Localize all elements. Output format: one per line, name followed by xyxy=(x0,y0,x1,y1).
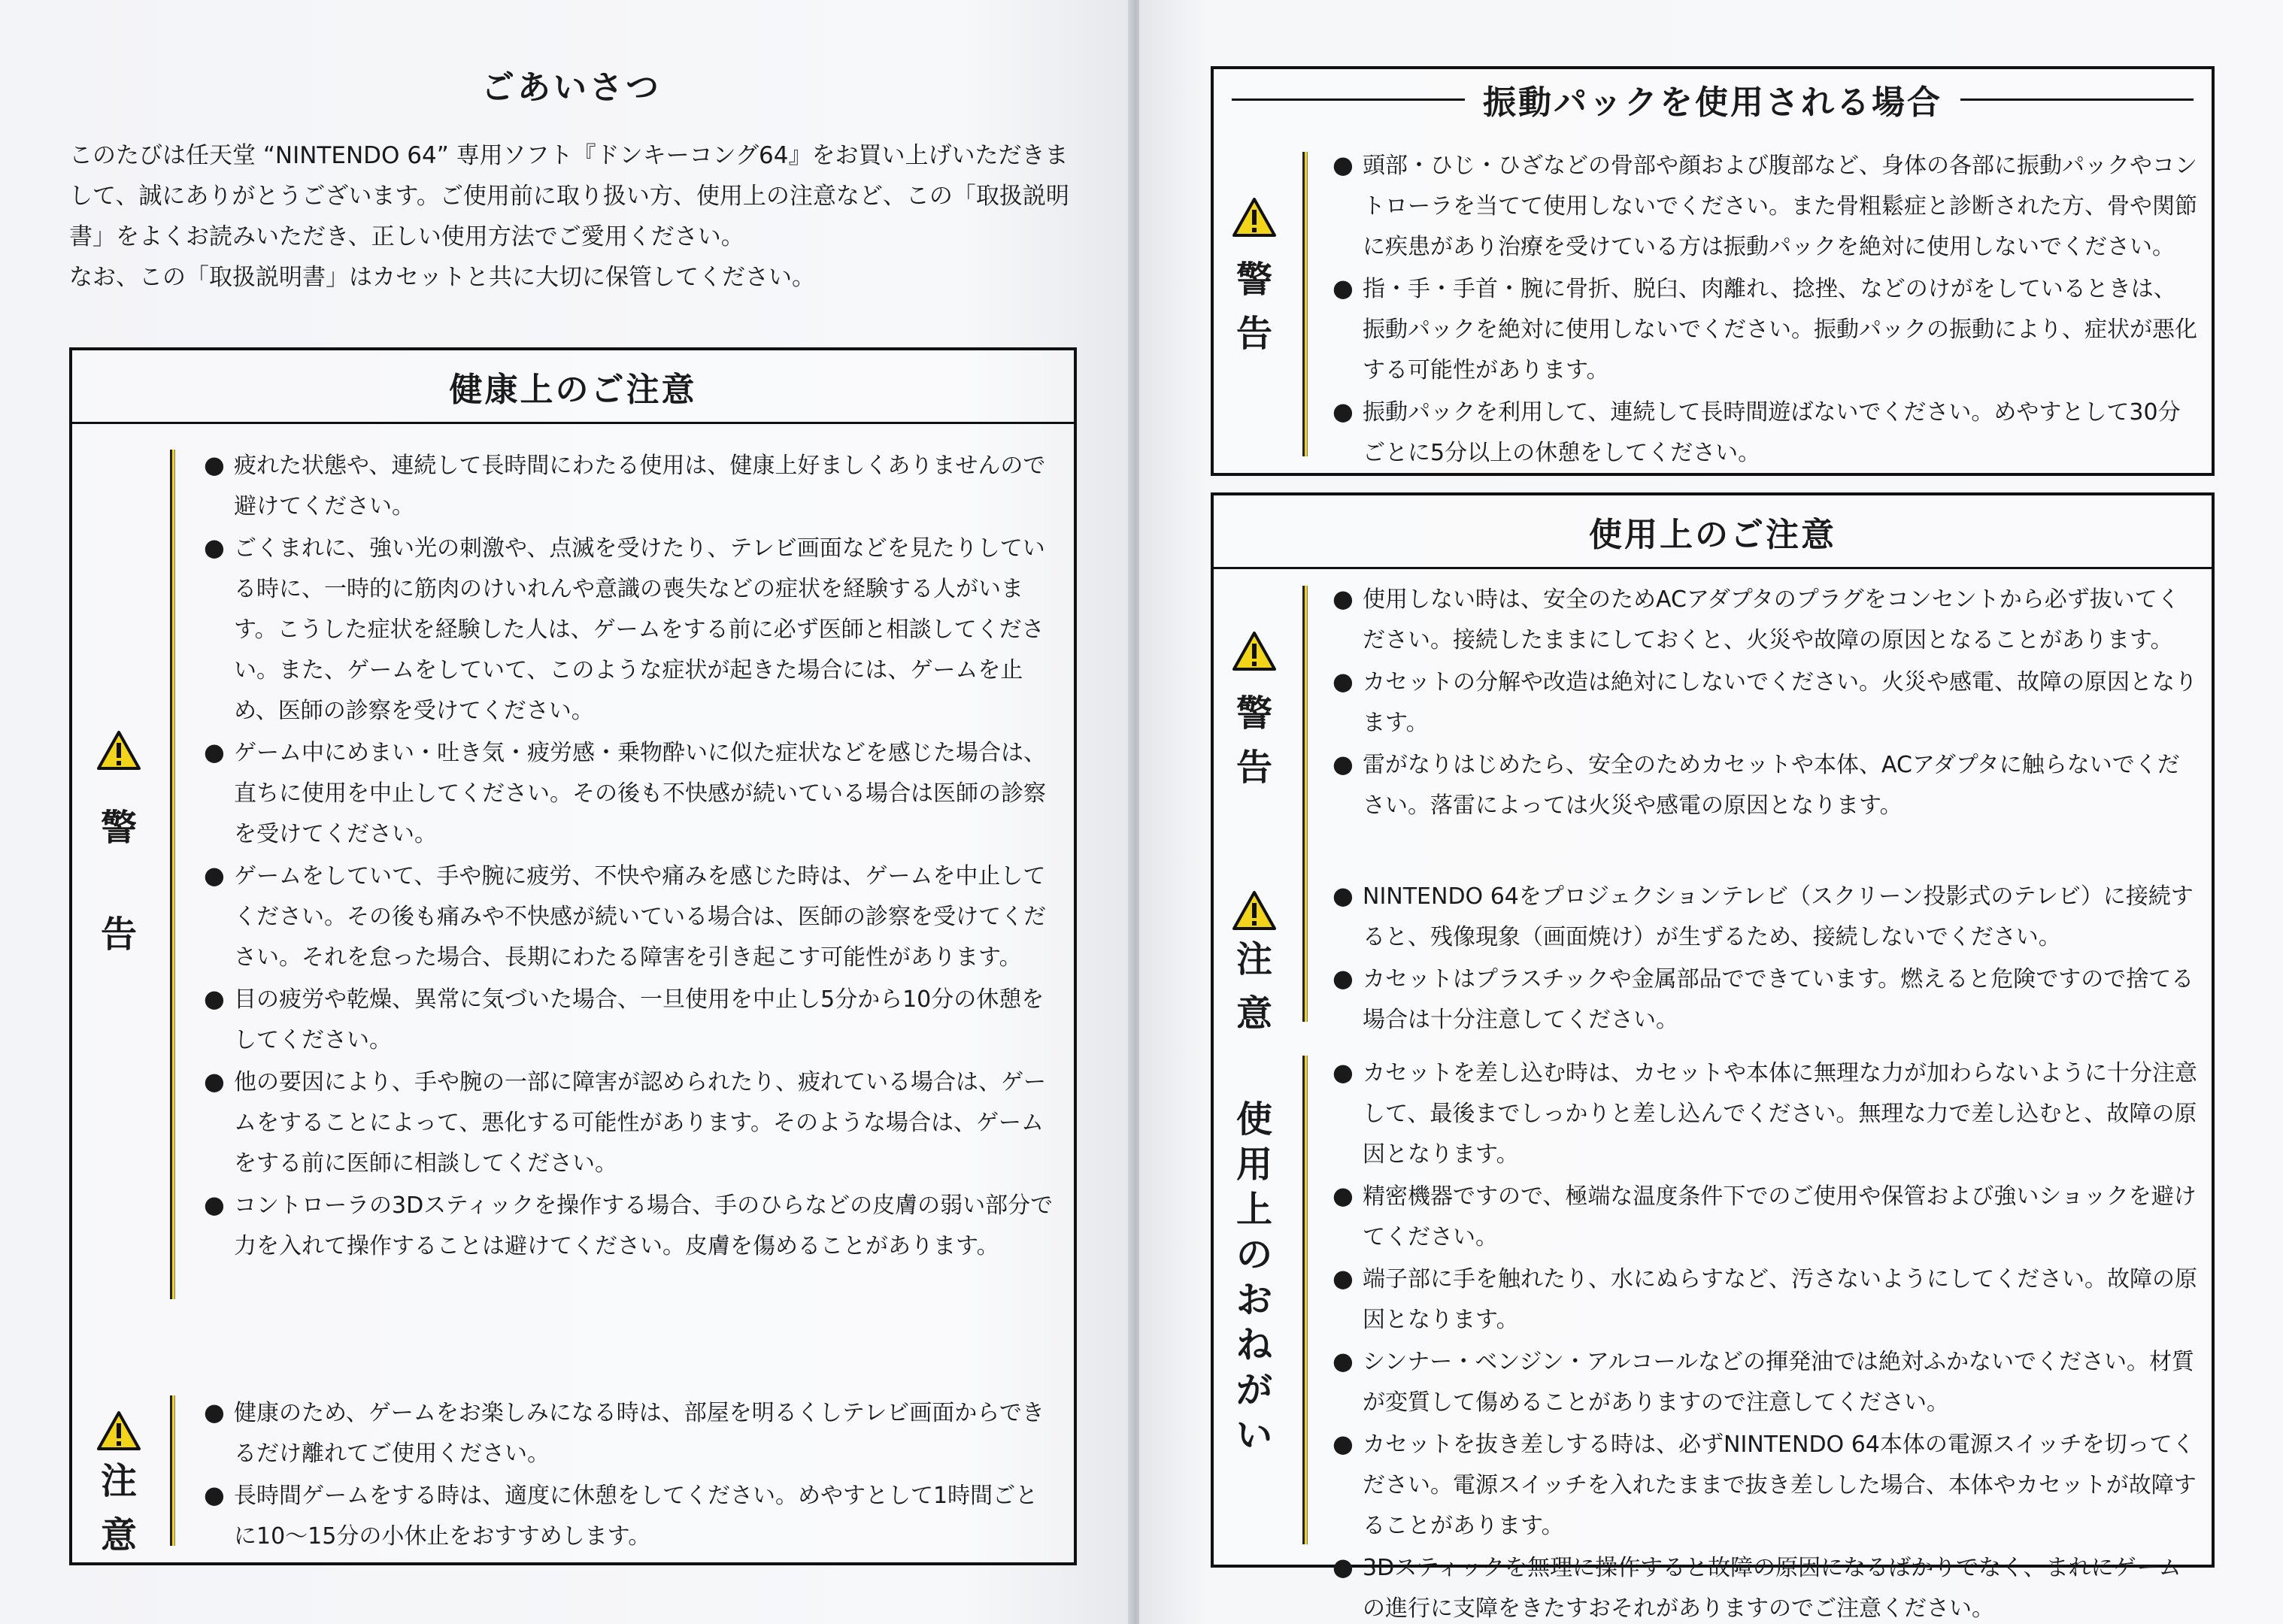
rumble-pak-title-row xyxy=(1214,69,2212,129)
side-char: 使 xyxy=(1235,1098,1272,1141)
list-item: ● 使用しない時は、安全のためACアダプタのプラグをコンセントから必ず抜いてください。接続したままにしておくと、火災や故障の原因となることがあります。 xyxy=(1333,584,2180,653)
usage-request-label xyxy=(1224,1097,1284,1458)
greeting-paragraph: なお、この「取扱説明書」はカセットと共に大切に保管してください。 xyxy=(69,264,815,291)
list-item: ● 他の要因により、手や腕の一部に障害が認められたり、疲れている場合は、ゲームをすることによって、悪化する可能性があります。そのような場合は、ゲームをする前に医師に相談してください。 xyxy=(204,1067,1046,1177)
side-char: 警 xyxy=(1235,259,1272,301)
usage-notice-box xyxy=(1211,492,2215,1622)
list-item: ● 端子部に手を触れたり、水にぬらすなど、汚さないようにしてください。故障の原因となります。 xyxy=(1333,1264,2197,1333)
greeting-paragraph: このたびは任天堂 “NINTENDO 64” 専用ソフト『ドンキーコング64』をお買い上げいただきまして、誠にありがとうございます。ご使用前に取り扱い方、使用上の注意など、この「取扱説明書」をよくお読みいただき、正しい使用方法でご愛用ください。 xyxy=(69,142,1069,250)
list-item: ● NINTENDO 64をプロジェクションテレビ（スクリーン投影式のテレビ）に接続すると、残像現象（画面焼け）が生ずるため、接続しないでください。 xyxy=(1333,881,2194,950)
list-item: ● 頭部・ひじ・ひざなどの骨部や顔および腹部など、身体の各部に振動パックやコントローラを当てて使用しないでください。また骨粗鬆症と診断された方、骨や関節に疾患があり治療を受けている方は振動パックを絶対に使用しないでください。 xyxy=(1333,150,2197,260)
side-char: 警 xyxy=(1235,692,1272,735)
side-char: 告 xyxy=(1235,747,1272,789)
list-item: ● シンナー・ベンジン・アルコールなどの揮発油では絶対ふかないでください。材質が変質して傷めることがありますので注意してください。 xyxy=(1333,1347,2194,1416)
health-caution-list xyxy=(204,1392,1054,1557)
warning-triangle-icon xyxy=(96,1410,141,1451)
health-notice-box xyxy=(69,347,1077,1565)
side-char: の xyxy=(1235,1234,1272,1276)
side-char: ね xyxy=(1235,1324,1272,1366)
title-rule xyxy=(1960,98,2194,101)
usage-request-accent-bar xyxy=(1302,1056,1308,1544)
usage-caution-list xyxy=(1333,875,2197,1041)
list-item: ● カセットの分解や改造は絶対にしないでください。火災や感電、故障の原因となります。 xyxy=(1333,667,2197,736)
side-char: 注 xyxy=(100,1460,137,1502)
greeting-title: ごあいさつ xyxy=(481,68,662,107)
greeting-body xyxy=(69,135,1081,298)
rumble-warning-list xyxy=(1333,144,2197,474)
list-item: ● カセットを差し込む時は、カセットや本体に無理な力が加わらないように十分注意して、最後までしっかりと差し込んでください。無理な力で差し込むと、故障の原因となります。 xyxy=(1333,1058,2197,1168)
list-item: ● ゲーム中にめまい・吐き気・疲労感・乗物酔いに似た症状などを感じた場合は、直ちに使用を中止してください。その後も不快感が続いている場合は医師の診察を受けてください。 xyxy=(204,738,1046,847)
list-item: ● 雷がなりはじめたら、安全のためカセットや本体、ACアダプタに触らないでください。落雷によっては火災や感電の原因となります。 xyxy=(1333,750,2180,819)
left-page xyxy=(0,0,1132,1624)
side-char: 用 xyxy=(1235,1144,1272,1186)
side-char: 意 xyxy=(100,1514,137,1556)
right-page xyxy=(1139,0,2283,1624)
list-item: ● 長時間ゲームをする時は、適度に休憩をしてください。めやすとして1時間ごとに10〜15分の小休止をおすすめします。 xyxy=(204,1480,1038,1550)
health-notice-title: 健康上のご注意 xyxy=(72,350,1074,424)
usage-caution-label xyxy=(1224,890,1284,1041)
list-item: ● 目の疲労や乾燥、異常に気づいた場合、一旦使用を中止し5分から10分の休憩をしてください。 xyxy=(204,984,1044,1053)
health-warning-label xyxy=(89,730,149,1014)
list-item: ● 健康のため、ゲームをお楽しみになる時は、部屋を明るくしテレビ画面からできるだけ離れてご使用ください。 xyxy=(204,1398,1044,1467)
list-item: ● ごくまれに、強い光の刺激や、点滅を受けたり、テレビ画面などを見たりしている時に、一時的に筋肉のけいれんや意識の喪失などの症状を経験する人がいます。こうした症状を経験した人は、ゲームをする前に必ず医師と相談してください。また、ゲームをしていて、このような症状が起きた場合には、ゲームを止め、医師の診察を受けてください。 xyxy=(204,533,1045,724)
list-item: ● コントローラの3Dスティックを操作する場合、手のひらなどの皮膚の弱い部分で力を入れて操作することは避けてください。皮膚を傷めることがあります。 xyxy=(204,1190,1054,1259)
rumble-warning-label xyxy=(1224,197,1284,361)
list-item: ● 疲れた状態や、連続して長時間にわたる使用は、健康上好ましくありませんので避けてください。 xyxy=(204,450,1046,520)
warning-triangle-icon xyxy=(1232,197,1277,238)
warning-triangle-icon xyxy=(1232,890,1277,931)
list-item: ● 3Dスティックを無理に操作すると故障の原因になるばかりでなく、まれにゲームの進行に支障をきたすおそれがありますのでご注意ください。 xyxy=(1333,1553,2181,1622)
side-char: お xyxy=(1235,1279,1272,1321)
usage-warning-label xyxy=(1224,631,1284,795)
rumble-accent-bar xyxy=(1302,152,1308,456)
side-char: 上 xyxy=(1235,1189,1272,1231)
warning-triangle-icon xyxy=(96,730,141,771)
usage-request-list xyxy=(1333,1052,2197,1624)
usage-notice-title: 使用上のご注意 xyxy=(1214,495,2212,569)
usage-warning-accent-bar xyxy=(1302,586,1308,886)
list-item: ● カセットを抜き差しする時は、必ずNINTENDO 64本体の電源スイッチを切ってください。電源スイッチを入れたままで抜き差しした場合、本体やカセットが故障することがあります。 xyxy=(1333,1429,2197,1539)
list-item: ● 精密機器ですので、極端な温度条件下でのご使用や保管および強いショックを避けてください。 xyxy=(1333,1181,2197,1250)
health-warning-accent-bar xyxy=(170,450,175,1299)
usage-warning-list xyxy=(1333,578,2197,826)
side-char: い xyxy=(1235,1414,1272,1456)
rumble-pak-box xyxy=(1211,66,2215,476)
health-caution-label xyxy=(89,1410,149,1562)
title-rule xyxy=(1232,98,1465,101)
list-item: ● 指・手・手首・腕に骨折、脱臼、肉離れ、捻挫、などのけがをしているときは、振動パックを絶対に使用しないでください。振動パックの振動により、症状が悪化する可能性があります。 xyxy=(1333,274,2197,383)
list-item: ● 振動パックを利用して、連続して長時間遊ばないでください。めやすとして30分ごとに5分以上の休憩をしてください。 xyxy=(1333,397,2181,466)
side-char: 告 xyxy=(1235,313,1272,355)
list-item: ● カセットはプラスチックや金属部品でできています。燃えると危険ですので捨てる場合は十分注意してください。 xyxy=(1333,964,2194,1033)
side-char: 注 xyxy=(1235,938,1272,980)
usage-caution-accent-bar xyxy=(1302,879,1308,1022)
rumble-pak-title: 振動パックを使用される場合 xyxy=(1483,83,1942,122)
health-warning-list xyxy=(204,444,1054,1267)
side-char: 告 xyxy=(100,914,137,956)
warning-triangle-icon xyxy=(1232,631,1277,671)
side-char: が xyxy=(1235,1369,1272,1411)
health-caution-accent-bar xyxy=(170,1395,175,1546)
side-char: 警 xyxy=(100,807,137,849)
list-item: ● ゲームをしていて、手や腕に疲労、不快や痛みを感じた時は、ゲームを中止してください。その後も痛みや不快感が続いている場合は、医師の診察を受けてください。それを怠った場合、長期にわたる障害を引き起こす可能性があります。 xyxy=(204,861,1046,971)
side-char: 意 xyxy=(1235,992,1272,1035)
